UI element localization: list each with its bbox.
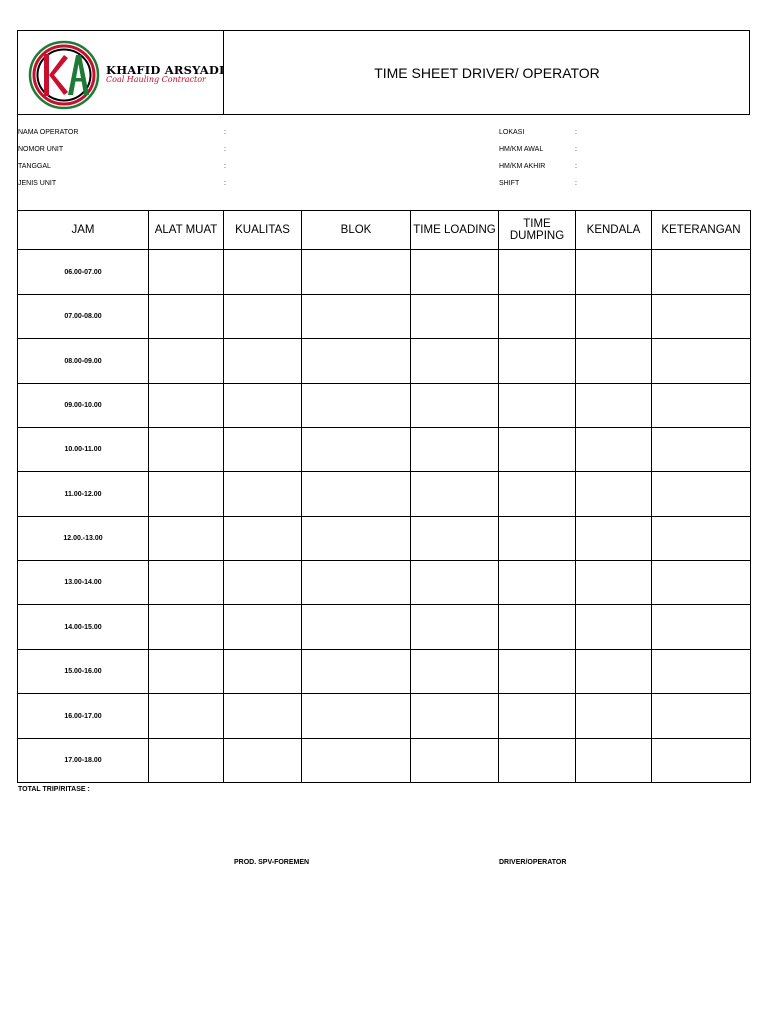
time-slot-label: 16.00-17.00 [64, 712, 102, 720]
time-slot-label: 07.00-08.00 [64, 313, 102, 320]
time-slot-label: 12.00.-13.00 [63, 535, 103, 542]
time-slot-label: 15.00-16.00 [64, 668, 102, 675]
logo-brand-name: KHAFID ARSYADI [106, 63, 225, 77]
table-bottom-border [17, 782, 751, 783]
column-header-blok: BLOK [340, 224, 372, 236]
column-header-time-loading: TIME LOADING [413, 224, 496, 236]
column-header-kendala: KENDALA [586, 224, 641, 236]
column-header-jam: JAM [71, 224, 95, 236]
time-slot-label: 17.00-18.00 [64, 757, 102, 764]
info-sep: : [224, 163, 226, 170]
signature-label-spv-foremen: PROD. SPV-FOREMEN [234, 859, 310, 866]
logo-tagline: Coal Hauling Contractor [106, 75, 206, 84]
column-border [575, 210, 576, 782]
column-border [223, 210, 224, 782]
info-sep: : [575, 163, 577, 170]
time-slot-label: 10.00-11.00 [64, 446, 102, 453]
info-label-shift: SHIFT [499, 180, 520, 187]
time-slot-label: 14.00-15.00 [64, 623, 102, 631]
column-border [651, 210, 652, 782]
info-sep: : [575, 146, 577, 153]
column-border [498, 210, 499, 782]
column-header-keterangan: KETERANGAN [661, 224, 741, 236]
info-label-hm-km-akhir: HM/KM AKHIR [499, 163, 546, 170]
info-sep: : [224, 180, 226, 187]
document-title: TIME SHEET DRIVER/ OPERATOR [374, 64, 600, 81]
logo-emblem-icon [28, 40, 108, 110]
time-slot-label: 06.00-07.00 [64, 268, 102, 276]
column-header-kualitas: KUALITAS [235, 224, 290, 236]
info-sep: : [575, 180, 577, 187]
info-label-jenis-unit: JENIS UNIT [18, 180, 57, 187]
info-sep: : [224, 146, 226, 153]
info-sep: : [224, 129, 226, 136]
info-label-nomor-unit: NOMOR UNIT [18, 146, 64, 153]
column-border [301, 210, 302, 782]
signature-label-driver-operator: DRIVER/OPERATOR [499, 859, 567, 866]
info-label-tanggal: TANGGAL [18, 163, 51, 170]
column-header-alat-muat: ALAT MUAT [154, 224, 218, 236]
info-label-hm-km-awal: HM/KM AWAL [499, 146, 544, 153]
column-header-time-dumping: TIME DUMPING [509, 218, 565, 242]
info-label-lokasi: LOKASI [499, 129, 525, 136]
column-border [148, 210, 149, 782]
right-border [750, 210, 751, 782]
time-slot-label: 13.00-14.00 [64, 579, 102, 586]
time-slot-label: 08.00-09.00 [64, 357, 102, 365]
info-sep: : [575, 129, 577, 136]
info-label-nama-operator: NAMA OPERATOR [18, 129, 79, 136]
column-border [410, 210, 411, 782]
total-trip-label: TOTAL TRIP/RITASE : [18, 786, 90, 793]
time-slot-label: 11.00-12.00 [64, 490, 102, 498]
time-slot-label: 09.00-10.00 [64, 402, 102, 409]
